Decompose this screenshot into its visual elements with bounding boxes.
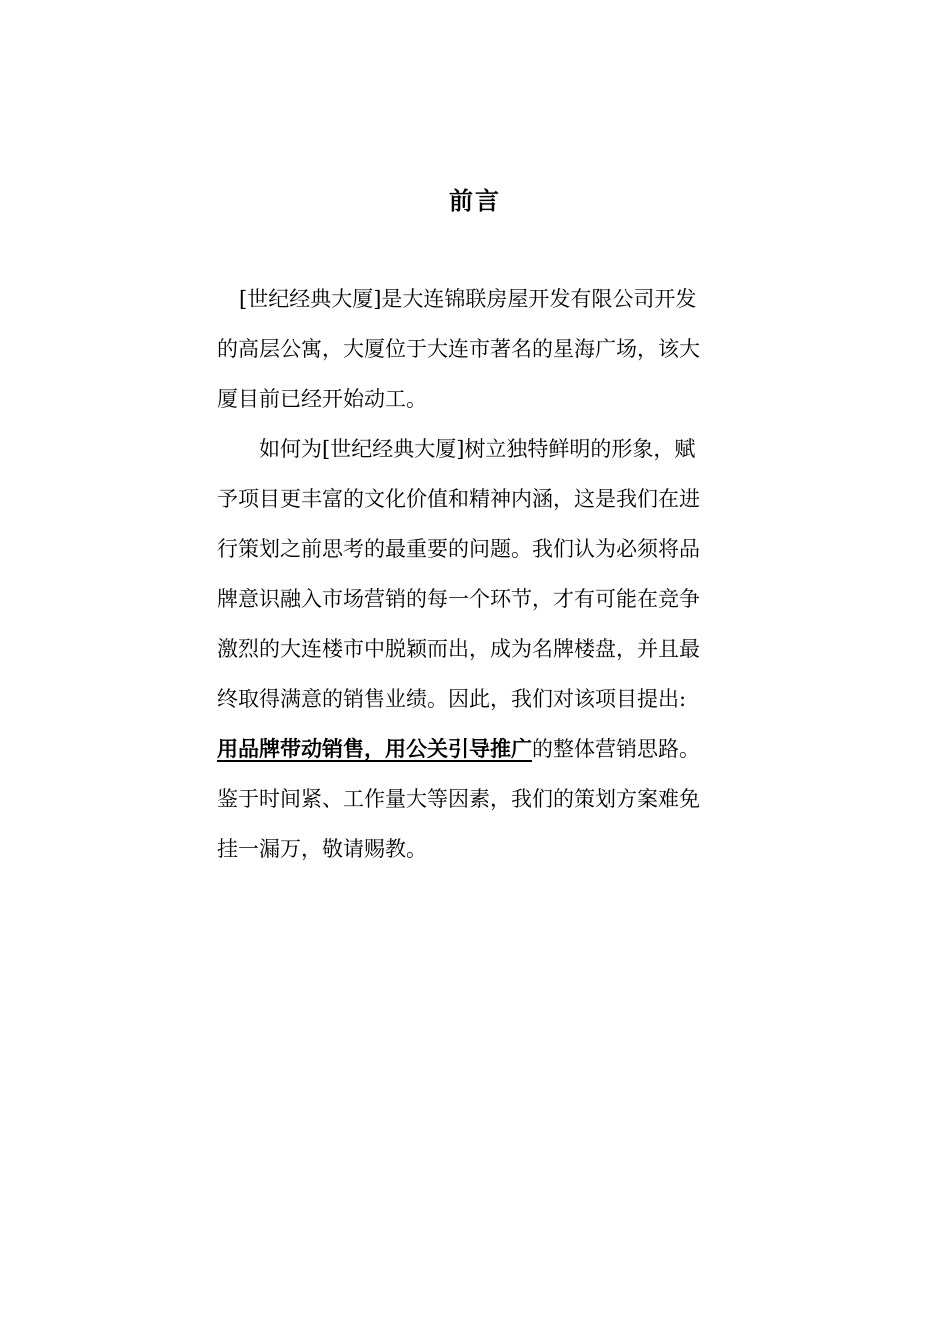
paragraph-line: [世纪经典大厦]是大连锦联房屋开发有限公司开发 xyxy=(239,287,697,311)
paragraph-line: 激烈的大连楼市中脱颖而出，成为名牌楼盘，并且最 xyxy=(217,637,700,661)
paragraph-line: 厦目前已经开始动工。 xyxy=(217,387,427,411)
paragraph-line: 予项目更丰富的文化价值和精神内涵，这是我们在进 xyxy=(217,487,700,511)
paragraph-line: 行策划之前思考的最重要的问题。我们认为必须将品 xyxy=(217,537,700,561)
highlighted-strategy: 用品牌带动销售，用公关引导推广 xyxy=(217,737,532,761)
paragraph-line: 的高层公寓，大厦位于大连市著名的星海广场，该大 xyxy=(217,337,700,361)
paragraph-line: 挂一漏万，敬请赐教。 xyxy=(217,837,427,861)
paragraph-line: 牌意识融入市场营销的每一个环节，才有可能在竞争 xyxy=(217,587,700,611)
paragraph-line xyxy=(217,733,737,765)
paragraph-line: 终取得满意的销售业绩。因此，我们对该项目提出: xyxy=(217,687,687,711)
paragraph-line: 鉴于时间紧、工作量大等因素，我们的策划方案难免 xyxy=(217,787,700,811)
paragraph-line: 如何为[世纪经典大厦]树立独特鲜明的形象，赋 xyxy=(259,437,696,461)
strategy-suffix: 的整体营销思路。 xyxy=(532,737,700,761)
page-title: 前言 xyxy=(449,187,501,215)
